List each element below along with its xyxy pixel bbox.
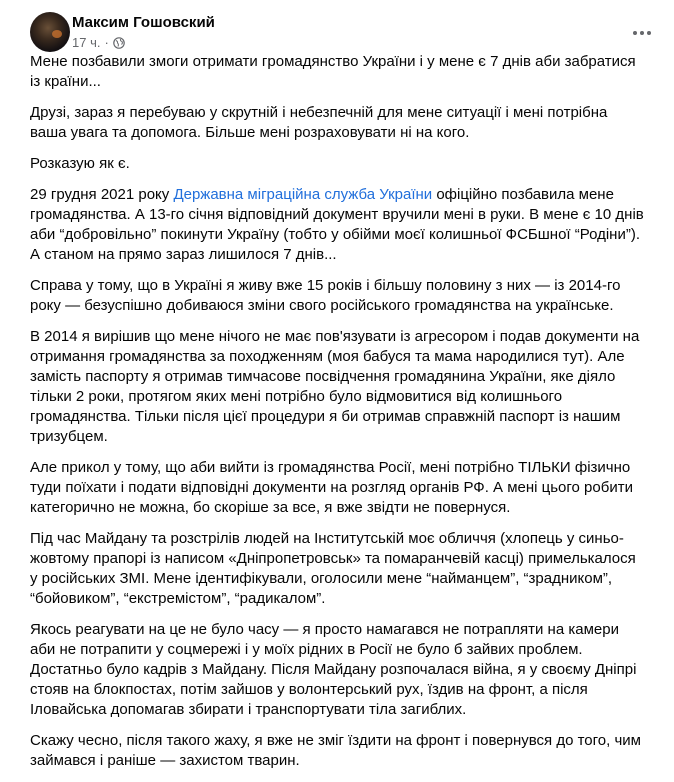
paragraph-2: Друзі, зараз я перебуваю у скрутній і небезпечній для мене ситуації і мені потрібна ваша увага та допомога. Більше мені розраховувати ні на кого. — [30, 104, 608, 141]
post-time[interactable]: 17 ч. — [72, 35, 101, 50]
meta-separator: · — [104, 35, 109, 50]
paragraph-1: Мене позбавили змоги отримати громадянство України і у мене є 7 днів аби забратися із країни... — [30, 53, 636, 90]
author-name[interactable]: Максим Гошовский — [72, 14, 215, 31]
post-text — [30, 52, 646, 782]
paragraph-4-end: офіційно позбавила мене громадянства. А 13-го січня відповідний документ вручили мені в руки. В мене є 10 днів аби “добровільно” покинути Україну (тобто у обійми моєї колишньої ФСБшної “Родіни”). А станом на прямо зараз лишилося 7 днів... — [30, 186, 644, 263]
post-meta — [72, 35, 125, 50]
paragraph-9: Якось реагувати на це не було часу — я просто намагався не потрапляти на камери аби не потрапити у соцмережі і у моїх рідних в Росії не було б зайвих проблем. Достатньо було кадрів з Майдану. Після Майдану розпочалася війна, я у своєму Дніпрі стояв на блокпостах, потім зайшов у волонтерський рух, їздив на фронт, а після Іловайська допомагав збирати і транспортувати тіла загиблих. — [30, 621, 637, 718]
paragraph-10: Скажу чесно, після такого жаху, я вже не зміг їздити на фронт і повернувся до того, чим займався і раніше — захистом тварин. — [30, 732, 641, 769]
post-header — [30, 10, 662, 54]
migration-service-link[interactable]: Державна міграційна служба України — [173, 186, 433, 203]
paragraph-6: В 2014 я вирішив що мене нічого не має пов'язувати із агресором і подав документи на отримання громадянства за походженням (моя бабуся та мама народилися тут). Але замість паспорту я отримав тимчасове посвідчення громадянина України, яке діяло тільки 2 роки, протягом яких мені потрібно було відмовитися від колишнього громадянства. Тільки після цієї процедури я би отримав справжній паспорт із нашим тризубцем. — [30, 328, 640, 445]
paragraph-8: Під час Майдану та розстрілів людей на Інститутській моє обличчя (хлопець у синьо-жовтому прапорі із написом «Дніпропетровськ» та помаранчевій касці) примелькалося у російських ЗМІ. Мене ідентифікували, оголосили мене “найманцем”, “зрадником”, “бойовиком”, “екстремістом”, “радикалом”. — [30, 530, 636, 607]
paragraph-3: Розказую як є. — [30, 155, 130, 172]
paragraph-4-start: 29 грудня 2021 року — [30, 186, 174, 203]
paragraph-5: Справа у тому, що в Україні я живу вже 15 років і більшу половину з них — із 2014-го року — безуспішно добиваюся зміни свого російського громадянства на українське. — [30, 277, 621, 314]
globe-icon — [113, 37, 125, 49]
more-dots-icon[interactable] — [624, 18, 660, 48]
paragraph-4 — [30, 185, 646, 265]
avatar[interactable] — [30, 12, 70, 52]
paragraph-7: Але прикол у тому, що аби вийти із громадянства Росії, мені потрібно ТІЛЬКИ фізично туди поїхати і подати відповідні документи на розгляд органів РФ. А мені цього робити категорично не можна, бо скоріше за все, я вже звідти не повернуся. — [30, 459, 633, 516]
